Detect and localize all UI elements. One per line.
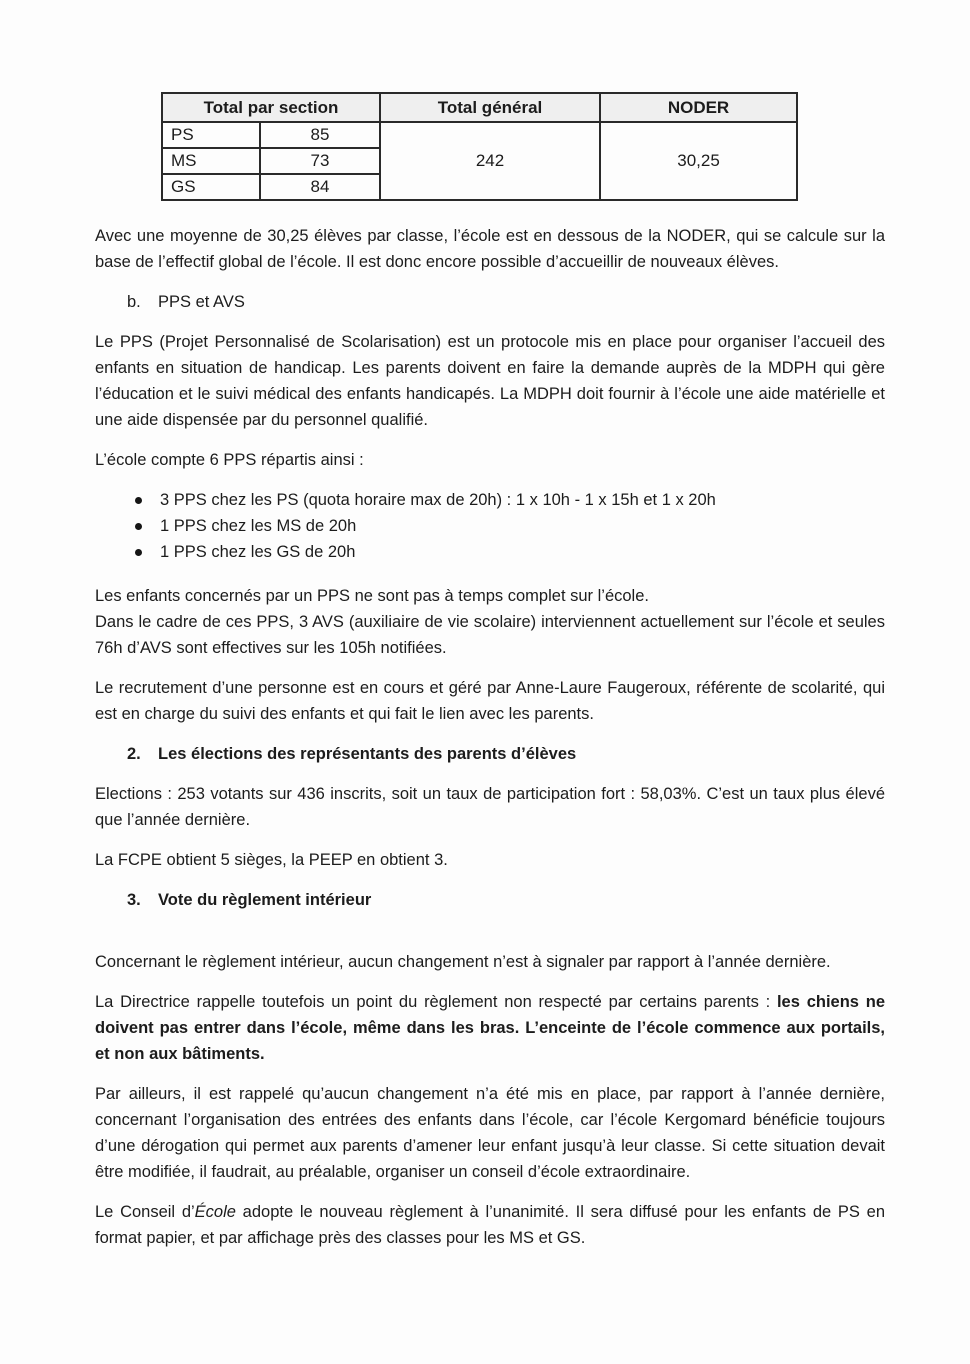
total-general-value: 242: [380, 122, 600, 200]
paragraph-elections-stats: Elections : 253 votants sur 436 inscrits, soit un taux de participation fort : 58,03%. C’est un taux plus élevé que l’année dernière.: [95, 785, 885, 829]
bullet-text-gs: 1 PPS chez les GS de 20h: [160, 543, 356, 561]
row-label-ms: MS: [162, 148, 260, 174]
section-totals-table: [161, 92, 798, 201]
list-item: [95, 487, 885, 513]
paragraph-recrutement: Le recrutement d’une personne est en cours et géré par Anne-Laure Faugeroux, référente de scolarité, qui est en charge du suivi des enfants et qui fait le lien avec les parents.: [95, 679, 885, 723]
heading-pps-avs-number: b.: [127, 293, 141, 311]
paragraph-pps-definition: Le PPS (Projet Personnalisé de Scolarisation) est un protocole mis en place pour organiser l’accueil des enfants en situation de handicap. Les parents doivent en faire la demande auprès de la MDPH qui gère l’éducation et le suivi médical des enfants handicapés. La MDPH doit fournir à l’école une aide matérielle et une aide dispensée par du personnel qualifié.: [95, 333, 885, 429]
pps-bullet-list: [95, 487, 885, 565]
row-value-ms: 73: [260, 148, 380, 174]
paragraph-directrice-bold: les chiens ne doivent pas entrer dans l’école, même dans les bras. L’enceinte de l’école commence aux portails, et non aux bâtiments.: [95, 993, 885, 1063]
paragraph-directrice-normal: La Directrice rappelle toutefois un point du règlement non respecté par certains parents :: [95, 993, 777, 1011]
paragraph-conseil-pre: Le Conseil d’: [95, 1203, 195, 1221]
noder-value: 30,25: [600, 122, 797, 200]
paragraph-avs-hours-line1: Les enfants concernés par un PPS ne sont pas à temps complet sur l’école.: [95, 587, 649, 605]
heading-reglement: [95, 887, 885, 913]
paragraph-derogation: Par ailleurs, il est rappelé qu’aucun changement n’a été mis en place, par rapport à l’année dernière, concernant l’organisation des entrées des enfants dans l’école, car l’école Kergomard bénéficie toujours d’une dérogation qui permet aux parents d’amener leur enfant jusqu’à leur classe. Si cette situation devait être modifiée, il faudrait, au préalable, organiser un conseil d’école extraordinaire.: [95, 1085, 885, 1181]
header-noder: NODER: [600, 93, 797, 122]
row-label-gs: GS: [162, 174, 260, 200]
header-total-par-section: Total par section: [162, 93, 380, 122]
document-content: [95, 92, 885, 1251]
row-value-gs: 84: [260, 174, 380, 200]
heading-reglement-number: 3.: [127, 891, 141, 909]
heading-pps-avs-label: PPS et AVS: [158, 293, 245, 311]
paragraph-directrice-chiens: [95, 989, 885, 1067]
bullet-icon: [135, 549, 142, 556]
bullet-icon: [135, 497, 142, 504]
paragraph-sieges: La FCPE obtient 5 sièges, la PEEP en obtient 3.: [95, 851, 448, 869]
list-item: [95, 513, 885, 539]
row-label-ps: PS: [162, 122, 260, 148]
paragraph-conseil-post: adopte le nouveau règlement à l’unanimité. Il sera diffusé pour les enfants de PS en format papier, et par affichage près des classes pour les MS et GS.: [95, 1203, 886, 1247]
paragraph-noder-average: Avec une moyenne de 30,25 élèves par classe, l’école est en dessous de la NODER, qui se calcule sur la base de l’effectif global de l’école. Il est donc encore possible d’accueillir de nouveaux élèves.: [95, 227, 885, 271]
paragraph-reglement-no-change: Concernant le règlement intérieur, aucun changement n’est à signaler par rapport à l’année dernière.: [95, 953, 831, 971]
table-row-ps: [162, 122, 797, 148]
heading-elections-label: Les élections des représentants des parents d’élèves: [158, 745, 577, 763]
header-total-general: Total général: [380, 93, 600, 122]
heading-elections: [95, 741, 885, 767]
heading-pps-avs: [95, 289, 885, 315]
row-value-ps: 85: [260, 122, 380, 148]
bullet-text-ps: 3 PPS chez les PS (quota horaire max de 20h) : 1 x 10h - 1 x 15h et 1 x 20h: [160, 491, 716, 509]
bullet-icon: [135, 523, 142, 530]
paragraph-avs-hours-line2: Dans le cadre de ces PPS, 3 AVS (auxiliaire de vie scolaire) interviennent actuellement sur l’école et seules 76h d’AVS sont effectives sur les 105h notifiées.: [95, 613, 885, 657]
paragraph-avs-hours: [95, 583, 885, 661]
heading-elections-number: 2.: [127, 745, 141, 763]
heading-reglement-label: Vote du règlement intérieur: [158, 891, 372, 909]
table-header-row: [162, 93, 797, 122]
paragraph-conseil-adoption: [95, 1199, 885, 1251]
bullet-text-ms: 1 PPS chez les MS de 20h: [160, 517, 357, 535]
paragraph-pps-repartition: L’école compte 6 PPS répartis ainsi :: [95, 451, 364, 469]
paragraph-conseil-ecole: École: [194, 1203, 236, 1221]
list-item: [95, 539, 885, 565]
